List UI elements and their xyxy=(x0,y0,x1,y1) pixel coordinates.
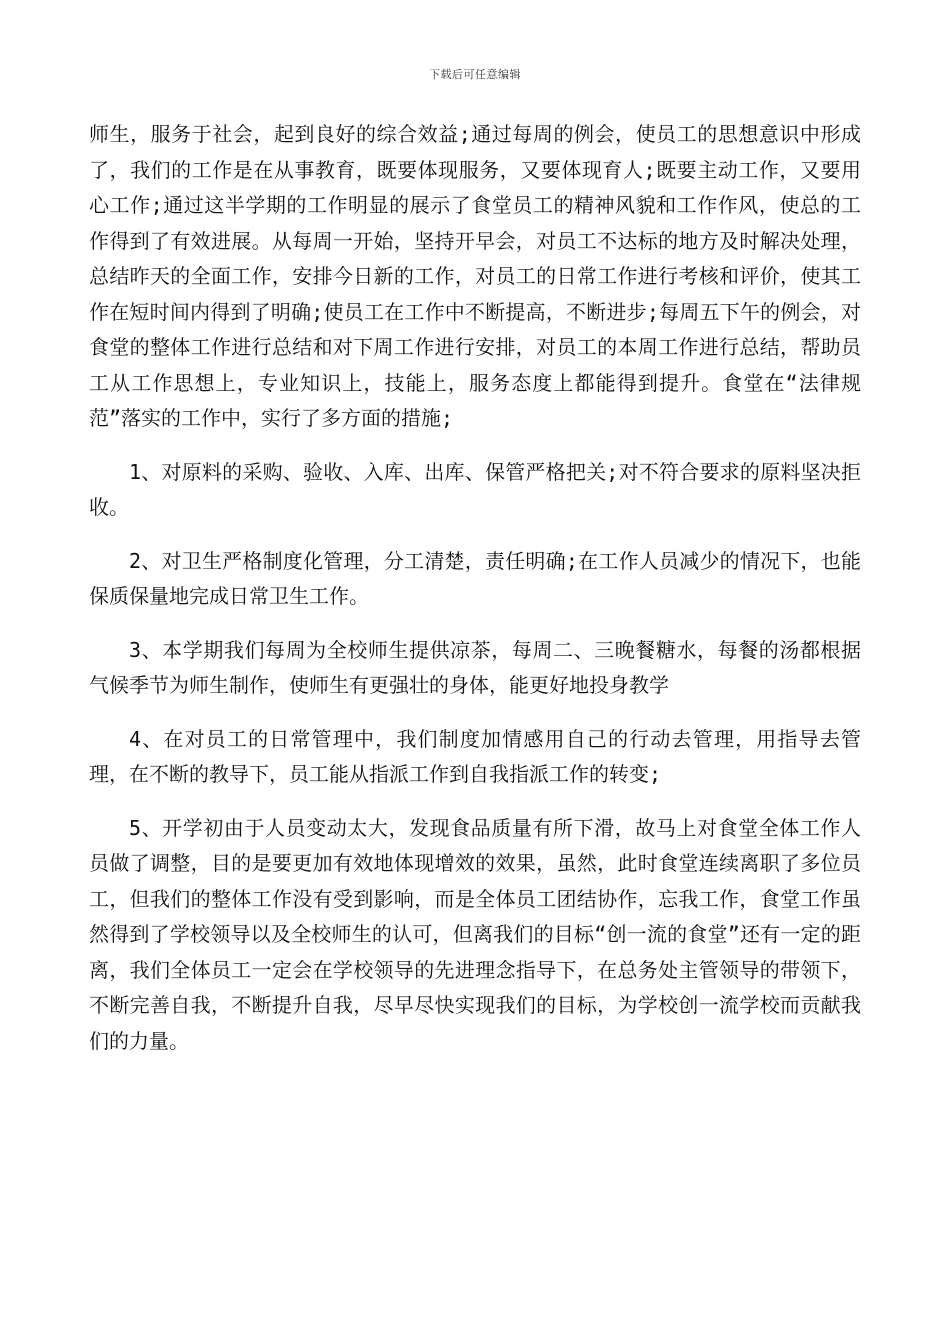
document-body xyxy=(89,117,861,1077)
list-item-1: 1、对原料的采购、验收、入库、出库、保管严格把关;对不符合要求的原料坚决拒收。 xyxy=(89,459,861,519)
list-item-2: 2、对卫生严格制度化管理，分工清楚，责任明确;在工作人员减少的情况下，也能保质保量地完成日常卫生工作。 xyxy=(89,548,861,608)
list-item-4: 4、在对员工的日常管理中，我们制度加情感用自己的行动去管理，用指导去管理，在不断的教导下，员工能从指派工作到自我指派工作的转变; xyxy=(89,726,861,786)
header-note: 下载后可任意编辑 xyxy=(429,68,521,81)
intro-paragraph: 师生，服务于社会，起到良好的综合效益;通过每周的例会，使员工的思想意识中形成了，我们的工作是在从事教育，既要体现服务，又要体现育人;既要主动工作，又要用心工作;通过这半学期的工作明显的展示了食堂员工的精神风貌和工作作风，使总的工作得到了有效进展。从每周一开始，坚持开早会，对员工不达标的地方及时解决处理，总结昨天的全面工作，安排今日新的工作，对员工的日常工作进行考核和评价，使其工作在短时间内得到了明确;使员工在工作中不断提高，不断进步;每周五下午的例会，对食堂的整体工作进行总结和对下周工作进行安排，对员工的本周工作进行总结，帮助员工从工作思想上，专业知识上，技能上，服务态度上都能得到提升。食堂在“法律规范”落实的工作中，实行了多方面的措施; xyxy=(89,122,861,430)
list-item-3: 3、本学期我们每周为全校师生提供凉茶，每周二、三晚餐糖水，每餐的汤都根据气候季节为师生制作，使师生有更强壮的身体，能更好地投身教学 xyxy=(89,637,861,697)
list-item-5: 5、开学初由于人员变动太大，发现食品质量有所下滑，故马上对食堂全体工作人员做了调整，目的是要更加有效地体现增效的效果，虽然，此时食堂连续离职了多位员工，但我们的整体工作没有受到影响，而是全体员工团结协作，忘我工作，食堂工作虽然得到了学校领导以及全校师生的认可，但离我们的目标“创一流的食堂”还有一定的距离，我们全体员工一定会在学校领导的先进理念指导下，在总务处主管领导的带领下，不断完善自我，不断提升自我，尽早尽快实现我们的目标，为学校创一流学校而贡献我们的力量。 xyxy=(89,815,861,1053)
